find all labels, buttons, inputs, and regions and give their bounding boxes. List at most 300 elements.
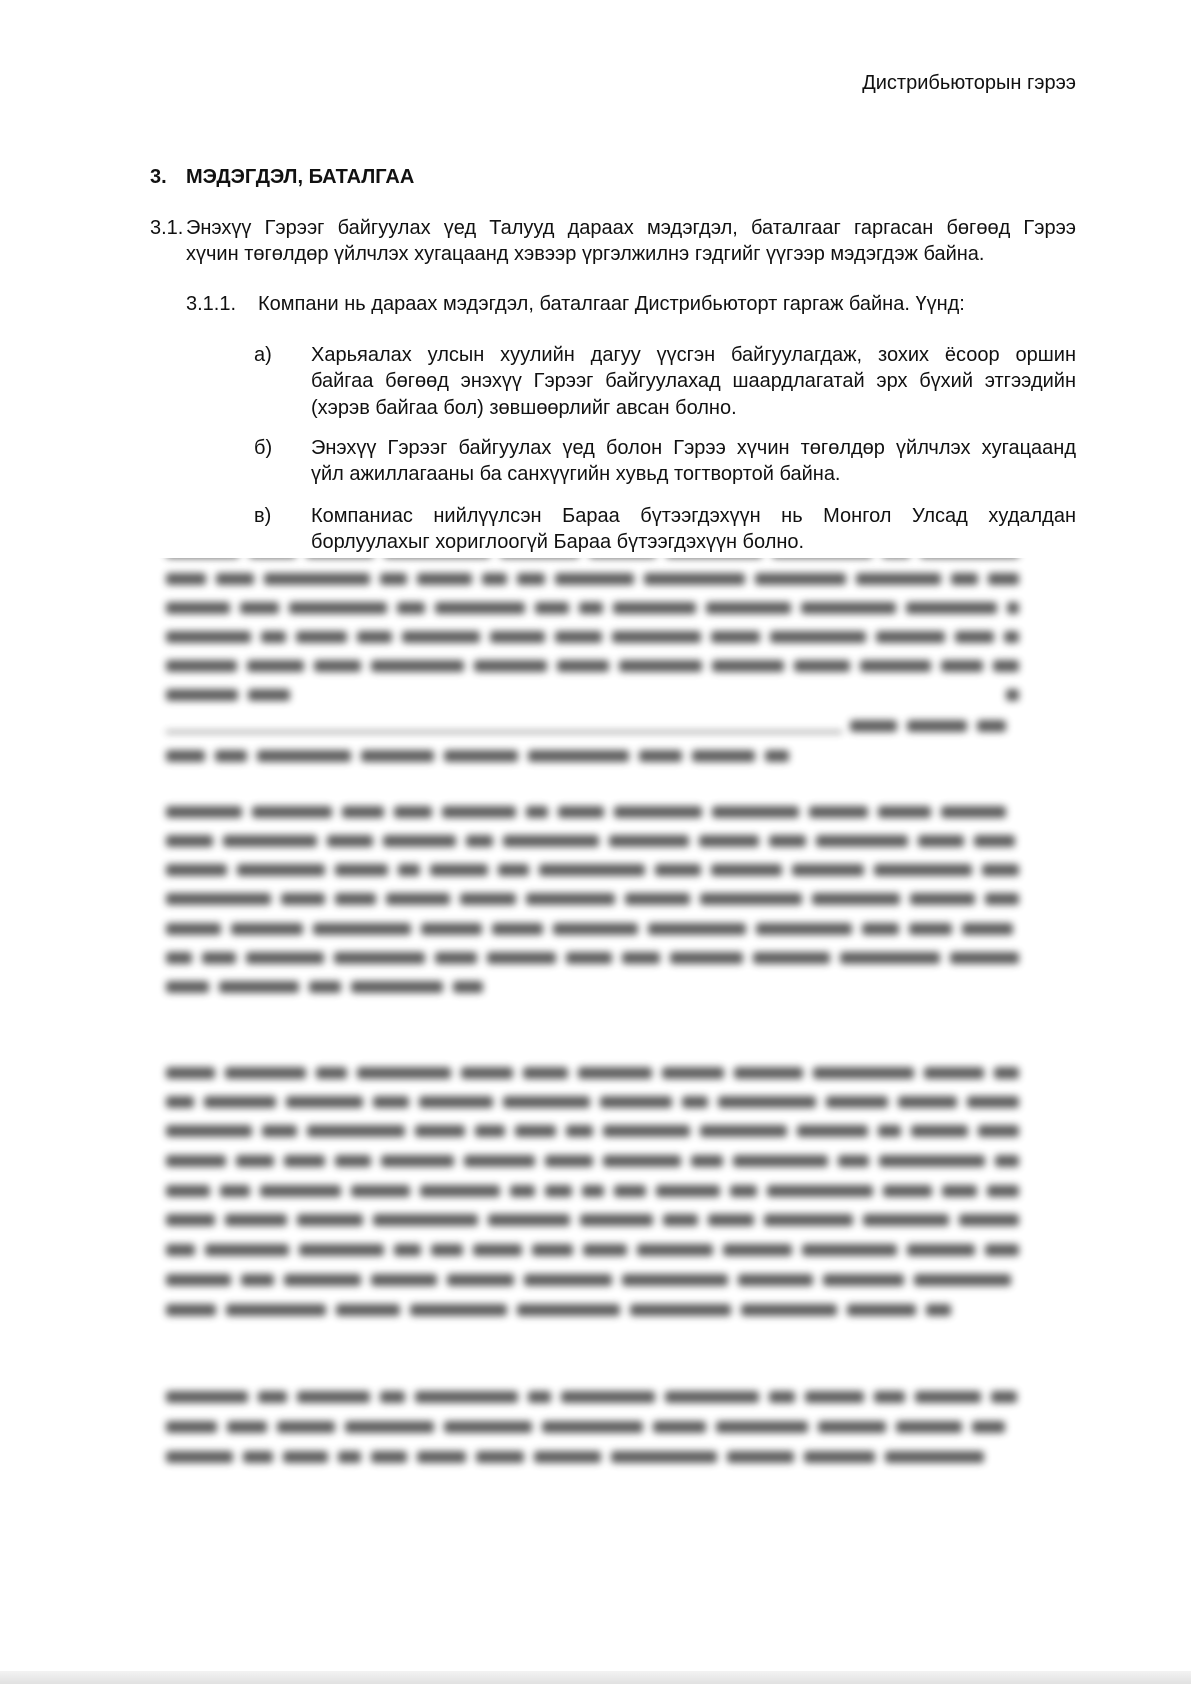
blurred-word [335,1155,371,1167]
blurred-word [535,602,569,614]
blurred-word [225,1214,287,1226]
blurred-text-line [166,1272,1019,1288]
blurred-word [612,631,701,643]
blurred-word [476,1451,524,1463]
subclause-text: Компани нь дараах мэдэгдэл, баталгааг Дистрибьюторт гаргаж байна. Үүнд: [258,293,965,315]
list-item-line: Энэхүү Гэрээг байгуулах үед болон Гэрээ хүчин төгөлдөр үйлчлэх хугацаанд [311,437,1076,459]
blurred-word [611,1451,717,1463]
blurred-word [809,806,868,818]
blurred-word [805,1391,864,1403]
list-item-line: байгаа бөгөөд энэхүү Гэрээг байгуулахад шаардлагатай эрх бүхий этгээдийн [311,370,1076,393]
blurred-word [951,573,978,585]
blurred-word [907,1244,975,1256]
blurred-word [860,660,931,672]
blurred-word [553,923,638,935]
blurred-word [473,1244,522,1256]
blurred-word [498,864,529,876]
blurred-word [962,923,1013,935]
clause-text-line: хүчин төгөлдөр үйлчлэх хугацаанд хэвээр үргэлжилнэ гэдгийг үүгээр мэдэгдэж байна. [186,243,985,266]
blurred-word [941,806,1006,818]
blurred-word [978,1125,1019,1137]
blurred-word [166,1125,252,1137]
blurred-word [380,1391,405,1403]
blurred-text-line [166,558,1019,560]
blurred-word [286,1096,363,1108]
blurred-word [166,1185,210,1197]
blurred-word [712,806,799,818]
blurred-word [166,835,213,847]
blurred-word [706,602,791,614]
blurred-word [555,631,602,643]
blurred-word [246,952,324,964]
blurred-word [417,573,472,585]
blurred-text-line [166,748,789,764]
blurred-word [699,835,759,847]
blurred-word [371,1274,437,1286]
blurred-word [166,602,230,614]
blurred-word [488,1214,570,1226]
blurred-word [879,1155,985,1167]
blurred-word [260,1185,341,1197]
blurred-word [816,835,908,847]
blurred-text-line [166,1065,1019,1081]
blurred-word [764,1214,853,1226]
blurred-word [769,835,806,847]
blurred-word [166,1421,217,1433]
blurred-word [517,1304,620,1316]
blurred-word [482,573,507,585]
blurred-word [415,1125,465,1137]
blurred-text-line [850,718,1019,734]
blurred-word [503,1096,590,1108]
blurred-word [284,1155,325,1167]
blurred-word [314,660,361,672]
blurred-text-line [166,1449,998,1465]
list-item-line: Компаниас нийлүүлсэн Бараа бүтээгдэхүүн нь Монгол Улсад худалдан [311,505,1076,527]
blurred-word [708,1214,754,1226]
section-number: 3. [150,166,167,188]
blurred-word [296,631,347,643]
blurred-word [718,1096,816,1108]
blurred-word [202,952,236,964]
blurred-word [578,1067,652,1079]
blurred-word [283,1451,328,1463]
blurred-word [741,1304,837,1316]
blurred-word [166,1067,215,1079]
blurred-word [991,1391,1017,1403]
list-item-label: а) [254,344,272,366]
blurred-word [357,631,392,643]
blurred-word [394,806,432,818]
blurred-word [345,1421,434,1433]
blurred-word [313,923,411,935]
blurred-word [380,573,407,585]
blurred-word [770,631,866,643]
blurred-word [942,1185,977,1197]
blurred-text-line [166,862,1019,878]
blurred-word [231,923,303,935]
blurred-word [336,1304,400,1316]
blurred-word [394,1244,421,1256]
blurred-word [898,1096,957,1108]
blurred-word [281,893,325,905]
blurred-text-line [166,804,1019,820]
blurred-word [227,1421,267,1433]
blurred-word [430,864,488,876]
blurred-word [982,864,1019,876]
blurred-word [534,1451,601,1463]
blurred-word [237,864,325,876]
blurred-word [327,835,373,847]
blurred-text-line [166,687,290,703]
blurred-word [738,1274,813,1286]
blurred-word [257,750,351,762]
blurred-word [444,750,518,762]
blurred-text-line [1006,687,1019,703]
blurred-word [557,660,609,672]
blurred-word [435,602,525,614]
blurred-word [309,981,341,993]
blurred-word [216,573,254,585]
blurred-word [447,1274,514,1286]
blurred-word [670,952,743,964]
blurred-word [420,1185,500,1197]
blurred-text-line [166,1302,955,1318]
blurred-word [461,1067,513,1079]
blurred-word [492,923,543,935]
blurred-word [299,1244,384,1256]
blurred-word [792,864,864,876]
blurred-text-line [166,1242,1019,1258]
blurred-word [609,835,689,847]
blurred-word [727,1451,794,1463]
blurred-word [711,864,782,876]
blurred-word [924,1067,984,1079]
blurred-word [988,573,1019,585]
blurred-word [284,1274,361,1286]
blurred-word [613,602,696,614]
blurred-word [510,1185,535,1197]
blurred-word [223,835,317,847]
blurred-word [205,1244,289,1256]
blurred-word [730,1185,757,1197]
blurred-word [316,1067,347,1079]
blurred-word [583,1244,627,1256]
blurred-word [166,981,209,993]
blurred-word [579,602,603,614]
blurred-word [856,573,941,585]
blurred-word [166,923,221,935]
blurred-word [515,1125,556,1137]
blurred-word [386,893,450,905]
blurred-word [691,1155,723,1167]
blurred-text-line [166,979,483,995]
blurred-word [545,1155,593,1167]
clause-text-line: Энэхүү Гэрээг байгуулах үед Талууд дараах мэдэгдэл, баталгааг гаргасан бөгөөд Гэрээ [186,217,1076,239]
blurred-word [967,1096,1019,1108]
blurred-word [911,1125,968,1137]
list-item-line: үйл ажиллагааны ба санхүүгийн хувьд тогтвортой байна. [311,463,841,486]
blurred-word [656,1185,720,1197]
blurred-word [166,660,237,672]
blurred-word [637,1244,713,1256]
blurred-word [622,1274,728,1286]
blurred-word [166,573,206,585]
blurred-word [700,893,802,905]
blurred-word [297,1391,370,1403]
blurred-word [909,923,952,935]
blurred-word [794,660,850,672]
blurred-text-line [166,1123,1019,1139]
list-item-line: Харьяалах улсын хуулийн дагуу үүсгэн байгуулагдаж, зохих ёсоор оршин [311,344,1076,366]
blurred-text-line [166,1419,1019,1435]
blurred-word [733,1155,828,1167]
blurred-word [334,952,425,964]
blurred-word [878,806,931,818]
subclause-number: 3.1.1. [186,293,237,315]
blurred-word [974,835,1015,847]
blurred-word [692,750,755,762]
blurred-word [248,689,290,701]
blurred-word [383,835,456,847]
blurred-word [622,952,660,964]
blurred-word [166,952,192,964]
blurred-word [603,1125,690,1137]
blurred-word [823,1274,904,1286]
blurred-word [166,1155,226,1167]
blurred-word [700,1125,787,1137]
blurred-word [625,893,690,905]
blurred-word [797,1125,868,1137]
blurred-word [402,631,480,643]
section-title: МЭДЭГДЭЛ, БАТАЛГАА [186,166,415,188]
blurred-word [985,1244,1019,1256]
blurred-word [373,1214,478,1226]
blurred-word [614,1185,646,1197]
blurred-word [874,1391,905,1403]
blurred-word [566,952,612,964]
blurred-word [526,806,548,818]
blurred-word [918,835,964,847]
blurred-word [166,750,205,762]
blurred-word [753,952,830,964]
blurred-word [524,1274,612,1286]
blurred-word [342,806,384,818]
blurred-word [600,1096,672,1108]
blurred-text-line [166,600,1019,616]
blurred-word [896,1421,962,1433]
blurred-word [166,1274,231,1286]
blurred-word [252,806,332,818]
blurred-word [166,631,251,643]
blurred-text-block [140,558,1050,1558]
blurred-text-line [166,1153,1019,1169]
blurred-word [555,573,634,585]
blurred-word [755,573,846,585]
blurred-word [711,631,760,643]
blurred-word [926,1304,951,1316]
blurred-word [397,602,425,614]
blurred-word [503,835,599,847]
blurred-word [166,806,242,818]
blurred-text-line [166,1094,1019,1110]
blurred-word [662,1067,724,1079]
blurred-word [767,1185,873,1197]
blurred-word [262,1125,297,1137]
blurred-word [1007,602,1019,614]
blurred-text-line [166,1389,1019,1405]
running-header: Дистрибьюторын гэрээ [862,72,1076,94]
blurred-word [417,1451,466,1463]
blurred-word [863,1214,949,1226]
blurred-word [474,660,547,672]
blurred-word [580,1214,653,1226]
blurred-word [840,952,940,964]
blurred-text-line [166,891,1019,907]
blurred-word [566,1125,593,1137]
blurred-word [431,1244,463,1256]
blurred-word [166,893,271,905]
blurred-word [907,720,967,732]
blurred-word [862,923,899,935]
blurred-word [464,1155,535,1167]
blurred-word [802,1244,897,1256]
blurred-word [357,1067,451,1079]
blurred-word [603,1155,681,1167]
list-item-line: (хэрэв байгаа бол) зөвшөөрлийг авсан болно. [311,396,737,419]
blurred-word [955,631,994,643]
blurred-word [910,893,975,905]
blurred-word [756,923,852,935]
blurred-word [1004,631,1019,643]
blurred-word [977,720,1006,732]
blurred-word [487,952,556,964]
blurred-word [532,1244,573,1256]
blurred-word [558,806,604,818]
blurred-word [1006,689,1019,701]
blurred-word [166,1451,233,1463]
blurred-word [545,1185,572,1197]
blurred-word [277,1421,335,1433]
blurred-word [665,1391,759,1403]
blurred-word [994,1067,1019,1079]
blurred-word [371,660,464,672]
list-item-label: в) [254,505,272,527]
blurred-word [619,660,702,672]
blurred-word [769,1391,795,1403]
blurred-word [351,981,443,993]
blurred-word [419,1096,493,1108]
blurred-word [264,573,370,585]
blurred-word [166,1391,248,1403]
blurred-word [734,1067,803,1079]
blurred-word [166,1244,195,1256]
blurred-word [526,893,615,905]
page-bottom-edge [0,1671,1191,1684]
blurred-word [987,1185,1019,1197]
blurred-word [813,1067,914,1079]
blurred-word [765,750,789,762]
blurred-word [371,1451,407,1463]
blurred-word [361,750,434,762]
blurred-word [663,1214,698,1226]
blurred-word [723,1244,792,1256]
blurred-word [351,1185,410,1197]
blurred-text-line [166,1183,1019,1199]
blurred-word [539,864,645,876]
blurred-word [906,602,997,614]
blurred-text-line [166,833,1019,849]
blurred-text-line [166,658,1019,674]
blurred-word [243,1451,273,1463]
blurred-word [166,689,238,701]
blurred-word [941,660,983,672]
blurred-word [804,1451,875,1463]
blurred-text-line [166,950,1019,966]
blurred-word [812,893,900,905]
blurred-word [226,1304,326,1316]
blurred-word [876,631,945,643]
blurred-word [475,1125,505,1137]
blurred-word [959,1214,1019,1226]
blurred-text-line [166,571,1019,587]
blurred-word [225,1067,306,1079]
blurred-word [240,602,279,614]
blurred-word [307,1125,405,1137]
blurred-word [381,1155,454,1167]
blurred-word [166,1096,194,1108]
blurred-word [517,573,545,585]
blurred-text-line [166,718,842,734]
blurred-word [453,981,483,993]
blurred-word [289,602,387,614]
blurred-word [204,1096,276,1108]
blurred-word [582,1185,604,1197]
blurred-word [847,1304,916,1316]
blurred-word [398,864,420,876]
blurred-text-line [166,1212,1019,1228]
blurred-word [653,1421,706,1433]
blurred-word [639,750,682,762]
blurred-word [542,1421,643,1433]
clause-number: 3.1. [150,217,184,239]
blurred-word [523,1067,568,1079]
blurred-word [466,835,493,847]
blurred-word [630,1304,731,1316]
blurred-word [166,864,227,876]
blurred-word [682,1096,708,1108]
blurred-word [985,893,1019,905]
blurred-word [614,806,702,818]
blurred-word [883,1185,932,1197]
blurred-word [335,893,376,905]
blurred-word [838,1155,869,1167]
blurred-word [410,1304,507,1316]
blurred-word [915,1391,981,1403]
blurred-word [528,1391,551,1403]
blurred-word [528,750,629,762]
blurred-word [166,1214,215,1226]
blurred-word [818,1421,886,1433]
blurred-word [716,1421,808,1433]
blurred-word [914,1274,1011,1286]
blurred-word [297,1214,363,1226]
blurred-word [442,806,516,818]
blurred-word [490,631,545,643]
blurred-word [972,1421,1005,1433]
blurred-word [421,923,482,935]
blurred-word [801,602,896,614]
